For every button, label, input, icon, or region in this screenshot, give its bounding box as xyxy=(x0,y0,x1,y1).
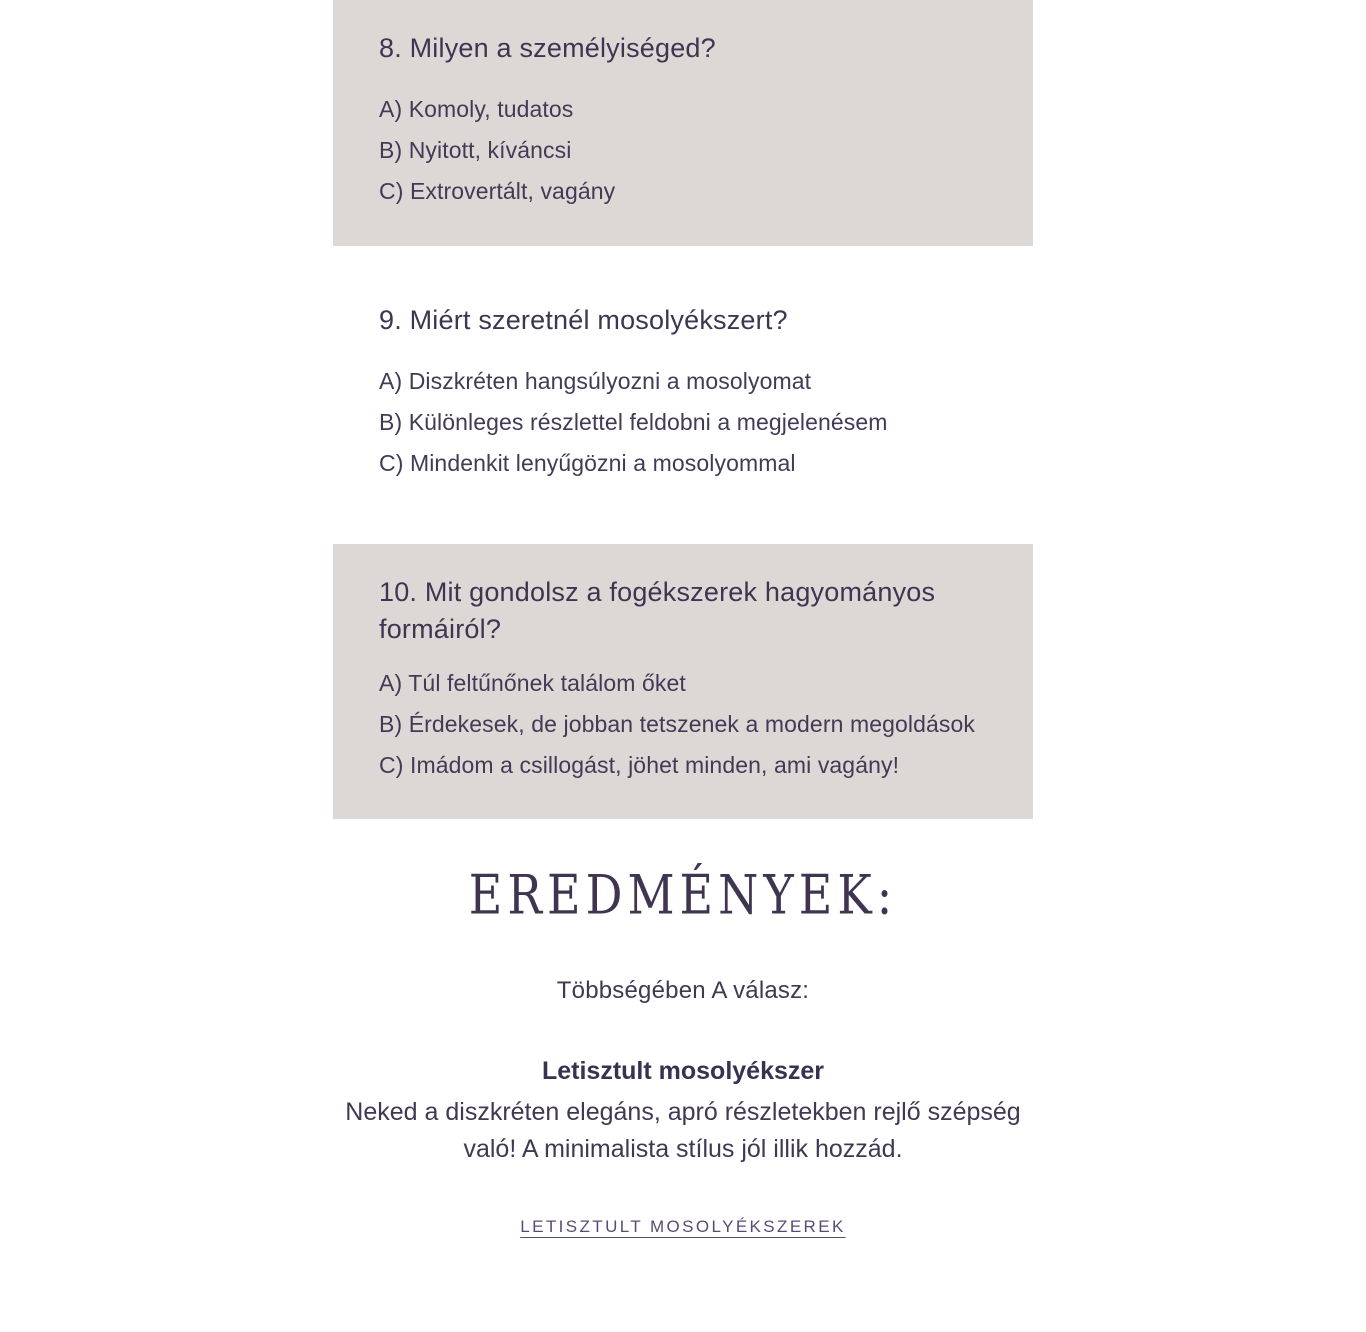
spacer xyxy=(0,819,1366,863)
spacer xyxy=(0,246,1366,272)
question-option[interactable]: C) Extrovertált, vagány xyxy=(379,178,616,205)
question-option[interactable]: A) Komoly, tudatos xyxy=(379,96,574,123)
results-section xyxy=(0,863,1366,1237)
result-description: Neked a diszkréten elegáns, apró részletekben rejlő szépség való! A minimalista stílus jól illik hozzád. xyxy=(345,1098,1021,1163)
question-option[interactable]: A) Túl feltűnőnek találom őket xyxy=(379,669,686,696)
result-name: Letisztult mosolyékszer xyxy=(541,1057,825,1086)
question-option[interactable]: B) Nyitott, kíváncsi xyxy=(379,137,572,164)
question-title-10: 10. Mit gondolsz a fogékszerek hagyományos formáiról? xyxy=(379,577,936,645)
results-heading: EREDMÉNYEK: xyxy=(468,863,898,928)
question-option[interactable]: C) Imádom a csillogást, jöhet minden, ami vagány! xyxy=(379,751,900,778)
question-block-10 xyxy=(333,544,1033,819)
results-link[interactable]: LETISZTULT MOSOLYÉKSZEREK xyxy=(520,1216,846,1236)
results-subtitle: Többségében A válasz: xyxy=(556,977,810,1005)
question-block-8 xyxy=(333,0,1033,246)
spacer xyxy=(0,1237,1366,1267)
question-option[interactable]: A) Diszkréten hangsúlyozni a mosolyomat xyxy=(379,368,812,395)
question-options-10 xyxy=(379,663,987,786)
question-block-9 xyxy=(333,272,1033,518)
question-title-9: 9. Miért szeretnél mosolyékszert? xyxy=(379,305,788,336)
question-title-8: 8. Milyen a személyiséged? xyxy=(379,33,716,63)
question-options-8 xyxy=(379,89,987,212)
question-option[interactable]: B) Különleges részlettel feldobni a megjelenésem xyxy=(379,409,888,436)
spacer xyxy=(0,518,1366,544)
question-option[interactable]: C) Mindenkit lenyűgözni a mosolyommal xyxy=(379,450,796,477)
question-options-9 xyxy=(379,361,987,484)
question-option[interactable]: B) Érdekesek, de jobban tetszenek a modern megoldások xyxy=(379,710,975,737)
